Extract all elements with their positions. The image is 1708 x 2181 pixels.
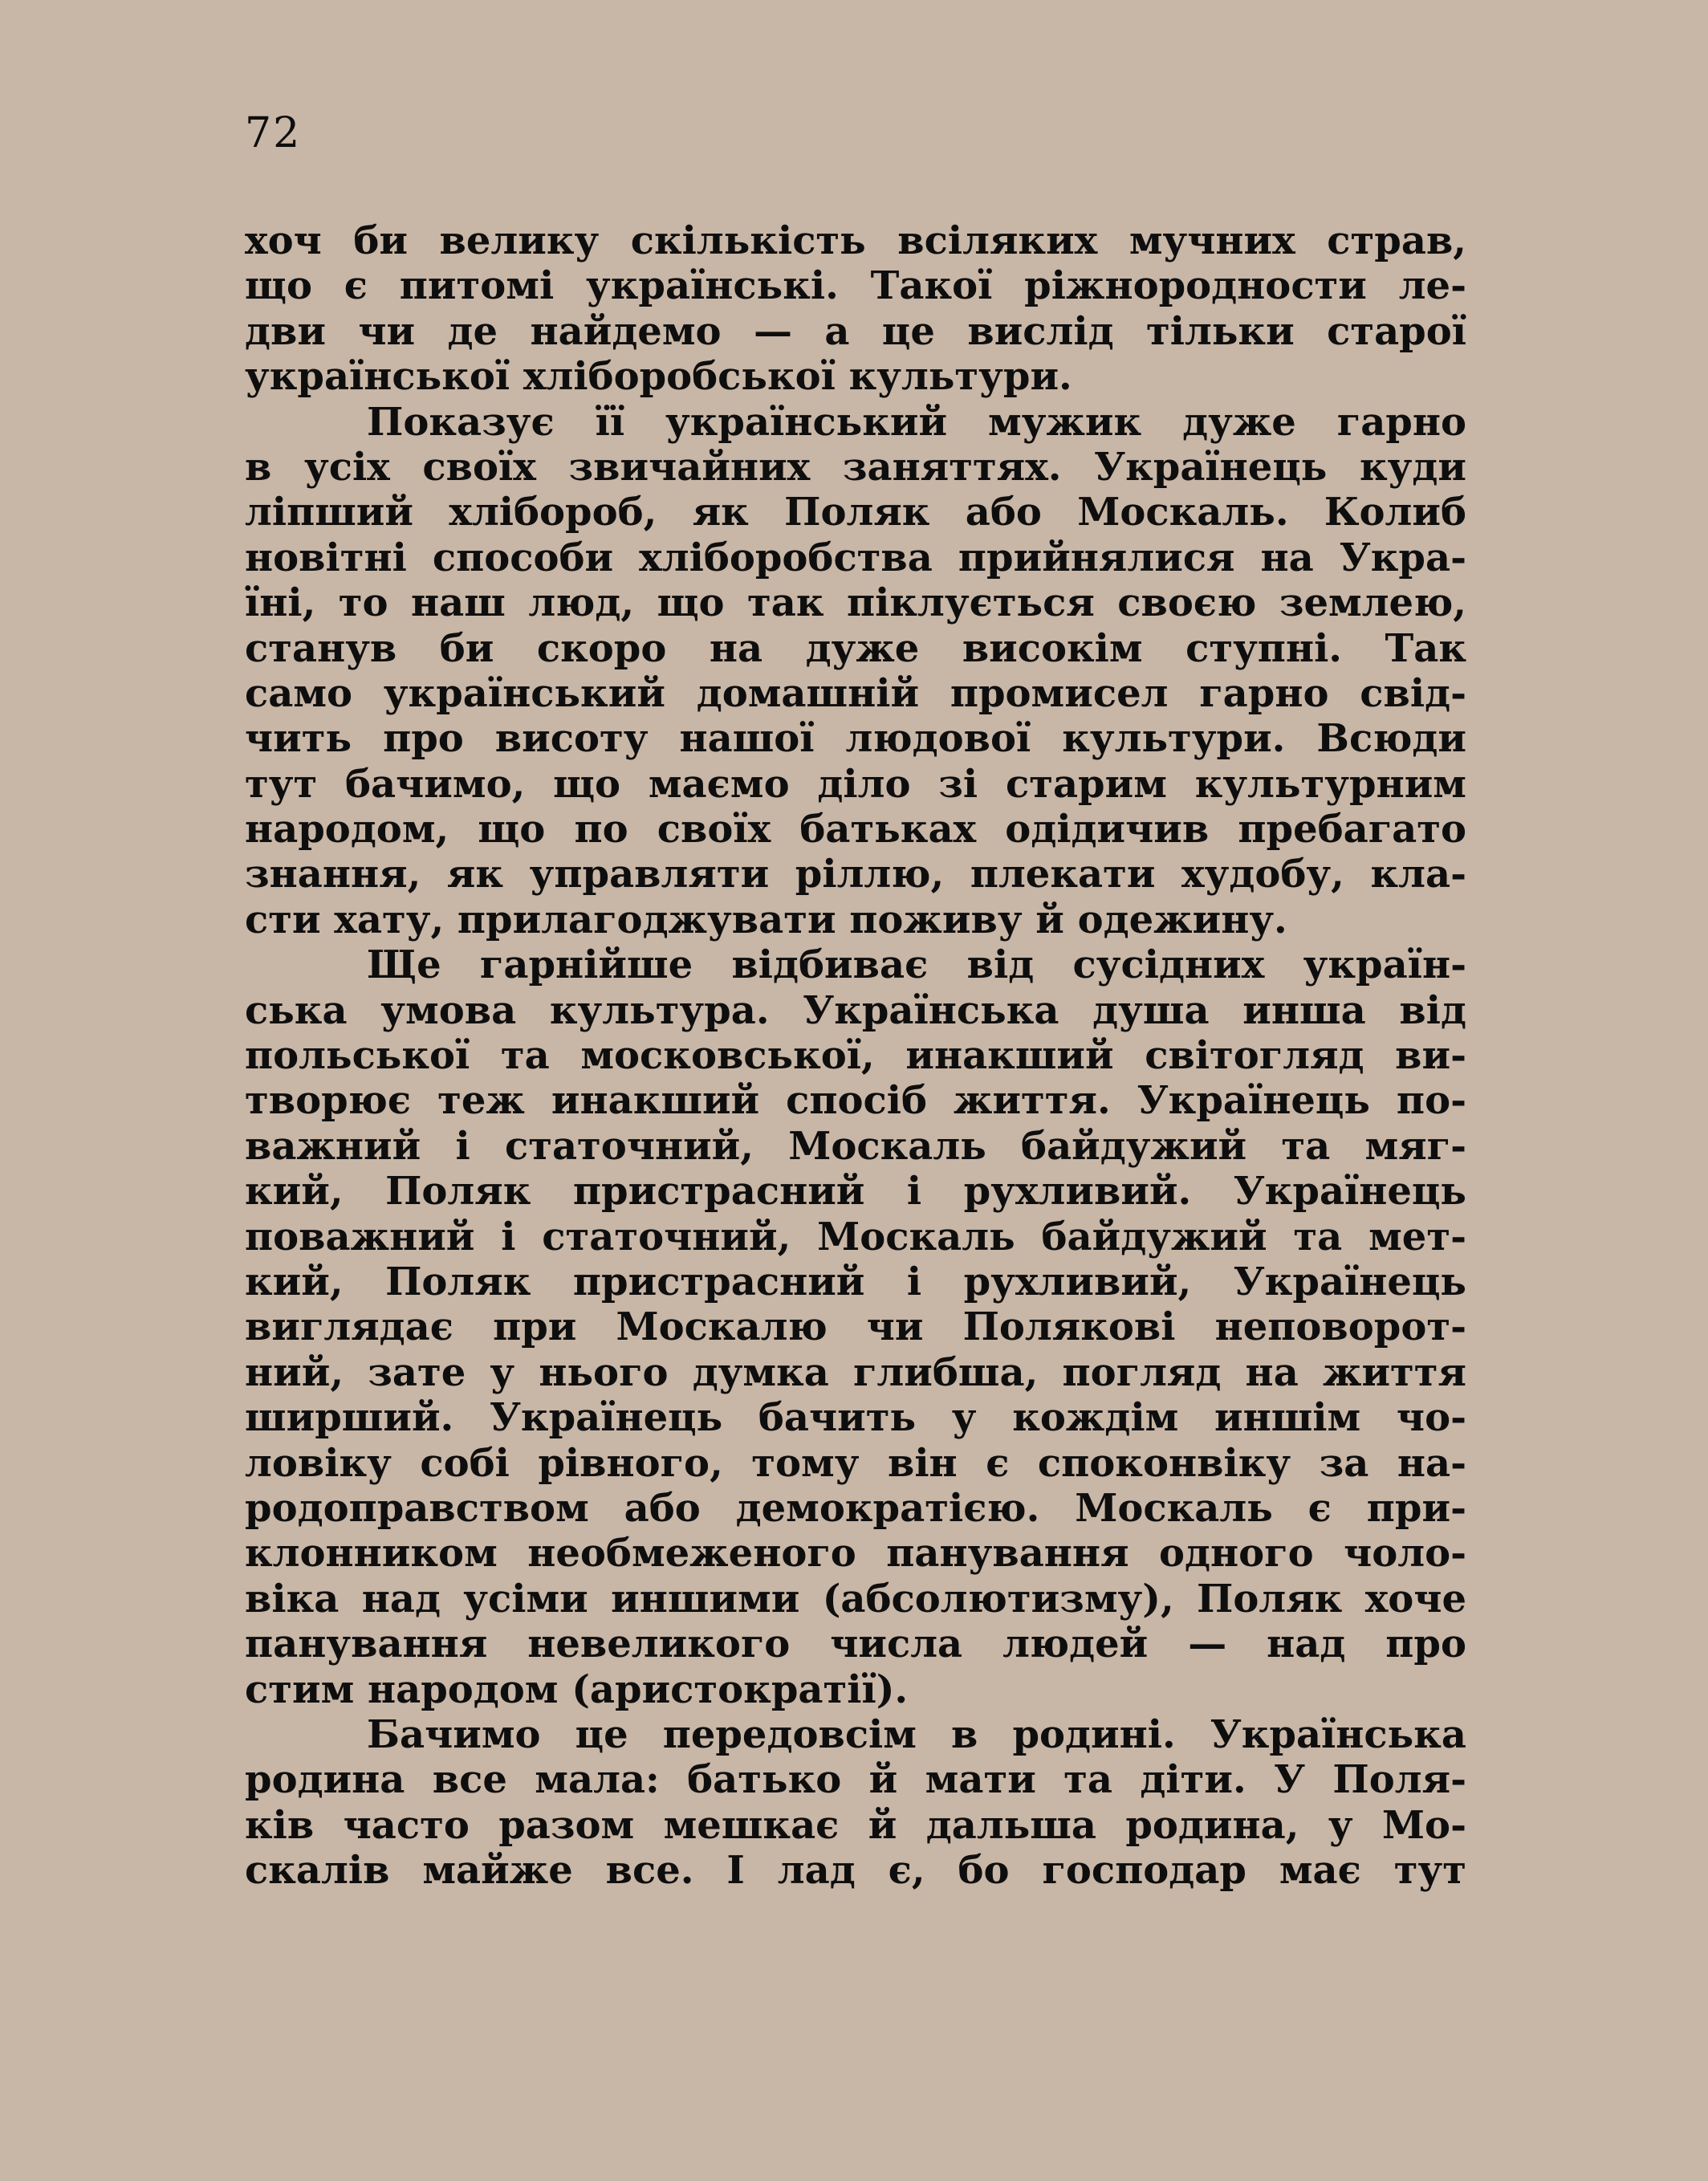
text-line: ний, зате у нього думка глибша, погляд на життя: [245, 1349, 1466, 1395]
text-line: родина все мала: батько й мати та діти. У Поля-: [245, 1757, 1466, 1803]
text-line: ловіку собі рівного, тому він є споконвіку за на-: [245, 1440, 1466, 1486]
text-line: стим народом (аристократії).: [245, 1666, 909, 1712]
text-line: кий, Поляк пристрасний і рухливий, Українець: [245, 1259, 1466, 1304]
text-line: кий, Поляк пристрасний і рухливий. Українець: [245, 1169, 1466, 1215]
text-line: що є питомі українські. Такої ріжнородности ле-: [245, 263, 1466, 309]
text-line: Бачимо це передовсім в родині. Українська: [367, 1711, 1466, 1757]
text-line: сти хату, прилагоджувати поживу й одежину.: [245, 897, 1287, 942]
text-line: їні, то наш люд, що так піклується своєю землею,: [245, 580, 1466, 626]
page-number: 72: [245, 109, 302, 157]
text-line: важний і статочний, Москаль байдужий та мяг-: [245, 1123, 1466, 1169]
text-line: віка над усіми иншими (абсолютизму), Поляк хоче: [245, 1576, 1466, 1622]
text-line: тут бачимо, що маємо діло зі старим культурним: [245, 761, 1466, 807]
text-line: польської та московської, инакший світогляд ви-: [245, 1033, 1466, 1079]
text-line: дви чи де найдемо — а це вислід тільки старої: [245, 308, 1466, 354]
text-line: родоправством або демократією. Москаль є при-: [245, 1485, 1466, 1531]
text-line: клонником необмеженого панування одного чоло-: [245, 1531, 1466, 1577]
text-line: народом, що по своїх батьках одідичив пребагато: [245, 807, 1466, 852]
text-line: панування невеликого числа людей — над про: [245, 1622, 1466, 1667]
text-line: новітні способи хліборобства прийнялися на Укра-: [245, 535, 1466, 580]
body-text: [245, 218, 1466, 1893]
text-line: знання, як управляти ріллю, плекати худобу, кла-: [245, 852, 1466, 897]
text-line: ліпший хлібороб, як Поляк або Москаль. Колиб: [245, 490, 1466, 535]
text-line: чить про висоту нашої людової культури. Всюди: [245, 716, 1466, 762]
text-line: само український домашній промисел гарно свід-: [245, 670, 1466, 716]
text-line: поважний і статочний, Москаль байдужий та мет-: [245, 1214, 1466, 1259]
text-line: ширший. Українець бачить у кождім иншім чо-: [245, 1395, 1466, 1441]
text-line: Ще гарнійше відбиває від сусідних україн-: [367, 942, 1466, 988]
text-line: в усіх своїх звичайних заняттях. Українець куди: [245, 444, 1466, 490]
text-line: Показує її український мужик дуже гарно: [367, 399, 1466, 445]
text-line: виглядає при Москалю чи Полякові неповорот-: [245, 1304, 1466, 1350]
text-line: хоч би велику скількість всіляких мучних страв,: [245, 218, 1466, 263]
text-line: творює теж инакший спосіб життя. Українець по-: [245, 1078, 1466, 1124]
text-line: української хліборобської культури.: [245, 354, 1072, 400]
text-line: ків часто разом мешкає й дальша родина, у Мо-: [245, 1802, 1466, 1848]
text-line: скалів майже все. І лад є, бо господар має тут: [245, 1848, 1466, 1894]
text-line: станув би скоро на дуже високім ступні. Так: [245, 625, 1466, 671]
text-line: ська умова культура. Українська душа инша від: [245, 987, 1466, 1033]
